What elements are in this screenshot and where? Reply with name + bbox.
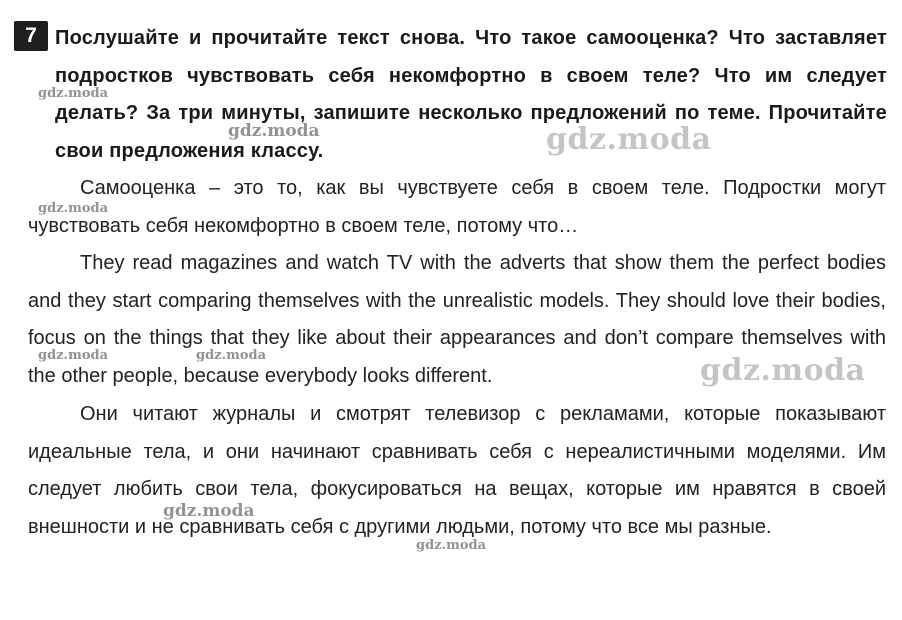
answer-paragraph-3: Они читают журналы и смотрят телевизор с рекламами, которые показывают идеальные тела, и они начинают сравнивать себя с нереалистичными моделями. Им следует любить свои тела, фокусироваться на вещах, которые им нравятся в своей внешности и не сравнивать себя с другими людьми, потому что все мы разные. bbox=[28, 403, 886, 538]
watermark: gdz.moda bbox=[196, 348, 267, 363]
answer-paragraph-2: They read magazines and watch TV with the adverts that show them the perfect bodies and they start comparing themselves with the unrealistic models. They should love their bodies, focus on the things that they like about their appearances and don’t compare themselves with the other people, because everybody looks different. bbox=[28, 252, 886, 387]
task-instruction: Послушайте и прочитайте текст снова. Что такое самооценка? Что заставляет подростков чувствовать себя некомфортно в своем теле? Что им следует делать? За три минуты, запишите несколько предложений по теме. Прочитайте свои предложения классу. bbox=[55, 27, 887, 162]
watermark: gdz.moda bbox=[38, 201, 109, 216]
watermark: gdz.moda bbox=[546, 122, 712, 157]
watermark: gdz.moda bbox=[38, 348, 109, 363]
watermark: gdz.moda bbox=[38, 86, 109, 101]
watermark: gdz.moda bbox=[228, 121, 320, 141]
watermark: gdz.moda bbox=[416, 538, 487, 553]
task-number-badge: 7 bbox=[14, 21, 48, 51]
watermark: gdz.moda bbox=[163, 501, 255, 521]
answer-paragraph-1: Самооценка – это то, как вы чувствуете себя в своем теле. Подростки могут чувствовать себя некомфортно в своем теле, потому что… bbox=[28, 177, 886, 237]
watermark: gdz.moda bbox=[700, 353, 866, 388]
